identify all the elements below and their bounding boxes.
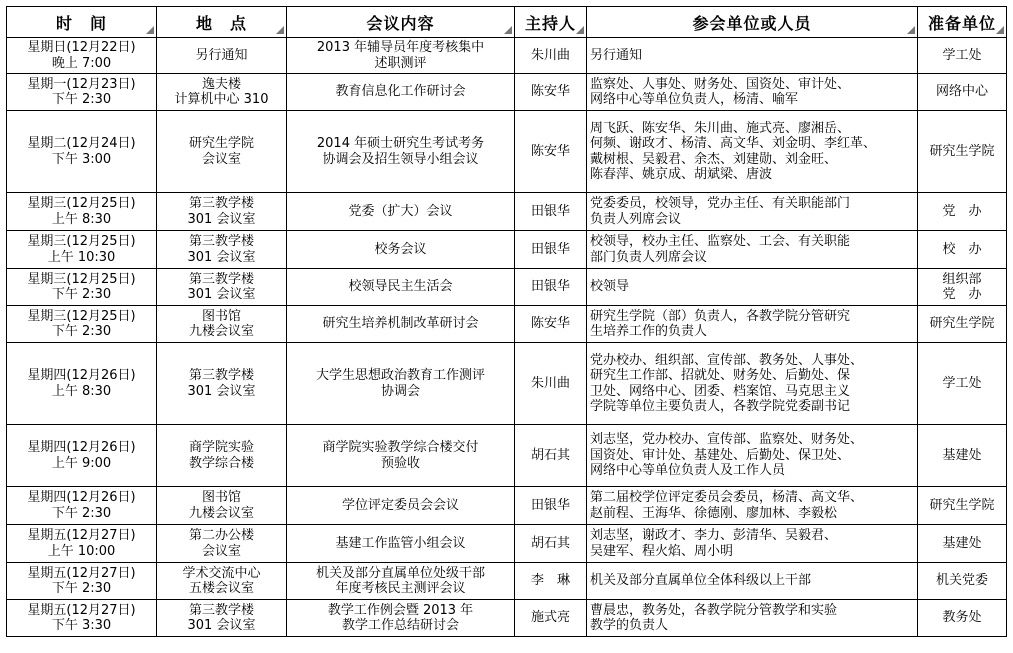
cell-host: [515, 563, 587, 600]
cell-line: 负责人列席会议: [590, 211, 682, 227]
cell-line: 星期日(12月22日): [27, 40, 136, 55]
cell-line: 基建处: [942, 535, 982, 551]
cell-prep: [918, 38, 1007, 74]
cell-time: [7, 525, 157, 563]
cell-line: 刘志坚，党办校办、宣传部、监察处、财务处、: [590, 432, 864, 448]
cell-content: [287, 111, 515, 193]
cell-attendees: [587, 269, 918, 306]
cell-line: 吴建军、程火焰、周小明: [590, 543, 734, 559]
cell-attendees: [587, 487, 918, 525]
cell-line: 国资处、审计处、基建处、后勤处、保卫处、: [590, 447, 851, 463]
cell-line: 另行通知: [195, 47, 248, 63]
cell-line: 述职测评: [374, 55, 427, 71]
cell-place: [157, 193, 287, 231]
cell-line: 党 办: [942, 203, 982, 219]
cell-line: 校领导民主生活会: [348, 279, 453, 295]
cell-line: 九楼会议室: [188, 324, 254, 339]
cell-line: 陈安华: [530, 84, 570, 100]
header-content: 会议内容: [287, 7, 515, 38]
cell-line: 校领导: [590, 279, 630, 295]
cell-place: [157, 343, 287, 425]
cell-attendees: [587, 425, 918, 487]
cell-line: 上午 8:30: [51, 383, 112, 399]
cell-line: 第三教学楼: [188, 271, 254, 287]
cell-content: [287, 425, 515, 487]
cell-line: 协调会: [380, 383, 420, 399]
cell-prep: [918, 600, 1007, 637]
cell-place: [157, 306, 287, 343]
cell-host: [515, 74, 587, 111]
cell-line: 第三教学楼: [188, 234, 254, 249]
cell-line: 另行通知: [590, 47, 643, 63]
cell-line: 田银华: [530, 497, 570, 513]
cell-line: 研究生学院: [929, 143, 995, 159]
cell-line: 九楼会议室: [188, 505, 254, 521]
cell-content: [287, 343, 515, 425]
cell-line: 胡石其: [530, 447, 570, 463]
cell-line: 组织部: [942, 271, 982, 287]
cell-line: 上午 9:00: [51, 455, 112, 471]
cell-line: 学院等单位主要负责人，各教学院党委副书记: [590, 399, 851, 414]
cell-line: 逸夫楼: [201, 76, 241, 92]
cell-line: 教学工作例会暨 2013 年: [327, 602, 474, 618]
cell-line: 何频、谢政才、杨清、高文华、刘金明、李红革、: [590, 136, 877, 151]
cell-line: 星期五(12月27日): [27, 602, 136, 618]
cell-line: 田银华: [530, 279, 570, 295]
cell-content: [287, 487, 515, 525]
cell-line: 301 会议室: [187, 211, 256, 227]
cell-line: 刘志坚，谢政才、李力、彭清华、吴毅君、: [590, 528, 838, 543]
table-row: [7, 487, 1007, 525]
cell-line: 星期四(12月26日): [27, 440, 136, 455]
cell-attendees: [587, 306, 918, 343]
cell-line: 陈安华: [530, 143, 570, 159]
cell-line: 卫处、网络中心、团委、档案馆、马克思主义: [590, 383, 851, 399]
cell-line: 教学综合楼: [188, 455, 254, 471]
cell-line: 星期二(12月24日): [27, 136, 136, 151]
cell-line: 年度考核民主测评会议: [335, 581, 466, 596]
cell-content: [287, 600, 515, 637]
cell-content: [287, 193, 515, 231]
cell-attendees: [587, 563, 918, 600]
cell-attendees: [587, 231, 918, 269]
cell-line: 上午 10:00: [47, 543, 116, 559]
cell-line: 学工处: [942, 375, 982, 391]
table-row: [7, 306, 1007, 343]
cell-line: 教学工作总结研讨会: [341, 618, 459, 633]
cell-line: 星期五(12月27日): [27, 565, 136, 581]
cell-time: [7, 74, 157, 111]
cell-host: [515, 525, 587, 563]
cell-prep: [918, 425, 1007, 487]
cell-line: 党 办: [942, 287, 982, 302]
cell-host: [515, 306, 587, 343]
cell-line: 第三教学楼: [188, 602, 254, 618]
cell-line: 朱川曲: [530, 47, 570, 63]
cell-time: [7, 306, 157, 343]
table-row: [7, 231, 1007, 269]
cell-line: 下午 2:30: [51, 505, 112, 521]
cell-line: 上午 8:30: [51, 211, 112, 227]
cell-prep: [918, 487, 1007, 525]
meeting-schedule-table: [6, 6, 1007, 637]
cell-line: 机关及部分直属单位处级干部: [315, 565, 485, 581]
cell-line: 教育信息化工作研讨会: [335, 84, 466, 100]
table-body: [7, 38, 1007, 637]
cell-line: 党委（扩大）会议: [348, 203, 453, 219]
cell-host: [515, 111, 587, 193]
cell-line: 学术交流中心: [182, 565, 261, 581]
cell-line: 机关党委: [935, 573, 988, 589]
cell-line: 上午 10:30: [47, 249, 116, 265]
cell-line: 田银华: [530, 203, 570, 219]
cell-host: [515, 269, 587, 306]
table-row: [7, 425, 1007, 487]
cell-host: [515, 487, 587, 525]
cell-line: 星期一(12月23日): [27, 76, 136, 92]
cell-prep: [918, 74, 1007, 111]
table-row: [7, 600, 1007, 637]
cell-line: 胡石其: [530, 535, 570, 551]
cell-place: [157, 525, 287, 563]
cell-time: [7, 231, 157, 269]
table-row: [7, 563, 1007, 600]
cell-line: 戴树根、吴毅君、余杰、刘建勋、刘金旺、: [590, 151, 838, 167]
table-row: [7, 193, 1007, 231]
cell-place: [157, 38, 287, 74]
cell-attendees: [587, 74, 918, 111]
cell-place: [157, 600, 287, 637]
cell-host: [515, 231, 587, 269]
cell-line: 研究生学院: [929, 497, 995, 513]
cell-line: 教学的负责人: [590, 618, 669, 633]
cell-place: [157, 74, 287, 111]
cell-place: [157, 425, 287, 487]
cell-attendees: [587, 343, 918, 425]
cell-time: [7, 563, 157, 600]
header-time: 时 间: [7, 7, 157, 38]
cell-line: 星期三(12月25日): [27, 196, 136, 211]
cell-line: 2013 年辅导员年度考核集中: [316, 40, 485, 55]
table-row: [7, 111, 1007, 193]
cell-line: 会议室: [201, 543, 241, 559]
cell-line: 星期三(12月25日): [27, 308, 136, 324]
cell-line: 下午 3:30: [51, 618, 112, 633]
cell-attendees: [587, 193, 918, 231]
table-row: [7, 269, 1007, 306]
cell-line: 大学生思想政治教育工作测评: [315, 368, 485, 383]
cell-line: 晚上 7:00: [51, 55, 112, 71]
cell-line: 田银华: [530, 241, 570, 257]
header-prep: 准备单位: [918, 7, 1007, 38]
cell-time: [7, 425, 157, 487]
cell-host: [515, 425, 587, 487]
cell-content: [287, 74, 515, 111]
table-row: [7, 525, 1007, 563]
cell-line: 曹晨忠，教务处，各教学院分管教学和实验: [590, 602, 838, 618]
cell-line: 基建处: [942, 447, 982, 463]
cell-line: 赵前程、王海华、徐德刚、廖加林、李毅松: [590, 505, 838, 521]
cell-place: [157, 231, 287, 269]
cell-prep: [918, 111, 1007, 193]
cell-line: 2014 年硕士研究生考试考务: [316, 136, 485, 151]
cell-line: 下午 2:30: [51, 324, 112, 339]
cell-line: 周飞跃、陈安华、朱川曲、施式亮、廖湘岳、: [590, 120, 851, 136]
cell-content: [287, 269, 515, 306]
cell-line: 星期五(12月27日): [27, 528, 136, 543]
cell-time: [7, 38, 157, 74]
cell-line: 网络中心等单位负责人及工作人员: [590, 463, 786, 479]
cell-attendees: [587, 111, 918, 193]
cell-line: 研究生学院: [929, 316, 995, 332]
table-row: [7, 38, 1007, 74]
cell-line: 机关及部分直属单位全体科级以上干部: [590, 573, 812, 589]
cell-line: 校务会议: [374, 241, 427, 257]
cell-attendees: [587, 525, 918, 563]
table-row: [7, 74, 1007, 111]
header-place: 地 点: [157, 7, 287, 38]
cell-time: [7, 343, 157, 425]
cell-host: [515, 343, 587, 425]
cell-line: 星期三(12月25日): [27, 234, 136, 249]
header-row: [7, 7, 1007, 38]
cell-line: 301 会议室: [187, 287, 256, 302]
cell-place: [157, 111, 287, 193]
table-row: [7, 343, 1007, 425]
cell-line: 下午 3:00: [51, 151, 112, 167]
cell-line: 校 办: [942, 241, 982, 257]
cell-time: [7, 487, 157, 525]
cell-place: [157, 487, 287, 525]
cell-line: 301 会议室: [187, 618, 256, 633]
cell-content: [287, 306, 515, 343]
cell-line: 商学院实验教学综合楼交付: [322, 440, 479, 455]
cell-prep: [918, 193, 1007, 231]
cell-place: [157, 269, 287, 306]
cell-line: 生培养工作的负责人: [590, 324, 708, 339]
cell-line: 星期四(12月26日): [27, 368, 136, 383]
cell-line: 陈安华: [530, 316, 570, 332]
cell-line: 学位评定委员会会议: [341, 497, 459, 513]
cell-time: [7, 193, 157, 231]
cell-line: 网络中心等单位负责人，杨清、喻军: [590, 92, 799, 107]
cell-prep: [918, 525, 1007, 563]
cell-line: 301 会议室: [187, 383, 256, 399]
cell-host: [515, 193, 587, 231]
cell-line: 党办校办、组织部、宣传部、教务处、人事处、: [590, 352, 864, 368]
cell-content: [287, 38, 515, 74]
cell-prep: [918, 306, 1007, 343]
cell-line: 五楼会议室: [188, 581, 254, 596]
cell-line: 协调会及招生领导小组会议: [322, 151, 479, 167]
cell-line: 研究生工作部、招就处、财务处、后勤处、保: [590, 368, 851, 383]
cell-time: [7, 111, 157, 193]
cell-host: [515, 600, 587, 637]
cell-line: 下午 2:30: [51, 287, 112, 302]
cell-line: 星期三(12月25日): [27, 271, 136, 287]
cell-content: [287, 563, 515, 600]
cell-line: 下午 2:30: [51, 581, 112, 596]
cell-line: 第二届校学位评定委员会委员，杨清、高文华、: [590, 490, 864, 505]
cell-line: 研究生学院: [188, 136, 254, 151]
cell-prep: [918, 563, 1007, 600]
cell-attendees: [587, 38, 918, 74]
cell-line: 301 会议室: [187, 249, 256, 265]
cell-time: [7, 269, 157, 306]
cell-content: [287, 525, 515, 563]
header-attendees: 参会单位或人员: [587, 7, 918, 38]
cell-line: 校领导，校办主任、监察处、工会、有关职能: [590, 234, 851, 249]
cell-line: 第三教学楼: [188, 368, 254, 383]
cell-line: 研究生学院（部）负责人，各教学院分管研究: [590, 308, 851, 324]
cell-line: 施式亮: [530, 610, 570, 626]
cell-prep: [918, 269, 1007, 306]
cell-line: 图书馆: [201, 308, 241, 324]
cell-line: 图书馆: [201, 490, 241, 505]
cell-content: [287, 231, 515, 269]
cell-line: 李 琳: [530, 573, 570, 589]
cell-line: 计算机中心 310: [174, 92, 269, 107]
cell-line: 研究生培养机制改革研讨会: [322, 316, 479, 332]
cell-prep: [918, 343, 1007, 425]
cell-time: [7, 600, 157, 637]
cell-line: 预验收: [380, 455, 420, 471]
cell-line: 第二办公楼: [188, 528, 254, 543]
cell-line: 学工处: [942, 47, 982, 63]
cell-line: 星期四(12月26日): [27, 490, 136, 505]
cell-line: 会议室: [201, 151, 241, 167]
cell-prep: [918, 231, 1007, 269]
cell-line: 朱川曲: [530, 375, 570, 391]
cell-line: 部门负责人列席会议: [590, 249, 708, 265]
cell-line: 监察处、人事处、财务处、国资处、审计处、: [590, 76, 851, 92]
cell-host: [515, 38, 587, 74]
cell-line: 商学院实验: [188, 440, 254, 455]
cell-attendees: [587, 600, 918, 637]
cell-line: 下午 2:30: [51, 92, 112, 107]
cell-line: 党委委员，校领导，党办主任、有关职能部门: [590, 196, 851, 211]
cell-place: [157, 563, 287, 600]
cell-line: 基建工作监管小组会议: [335, 535, 466, 551]
header-host: 主持人: [515, 7, 587, 38]
cell-line: 教务处: [942, 610, 982, 626]
cell-line: 陈春萍、姚京成、胡斌梁、唐波: [590, 167, 773, 182]
cell-line: 第三教学楼: [188, 196, 254, 211]
cell-line: 网络中心: [935, 84, 988, 100]
